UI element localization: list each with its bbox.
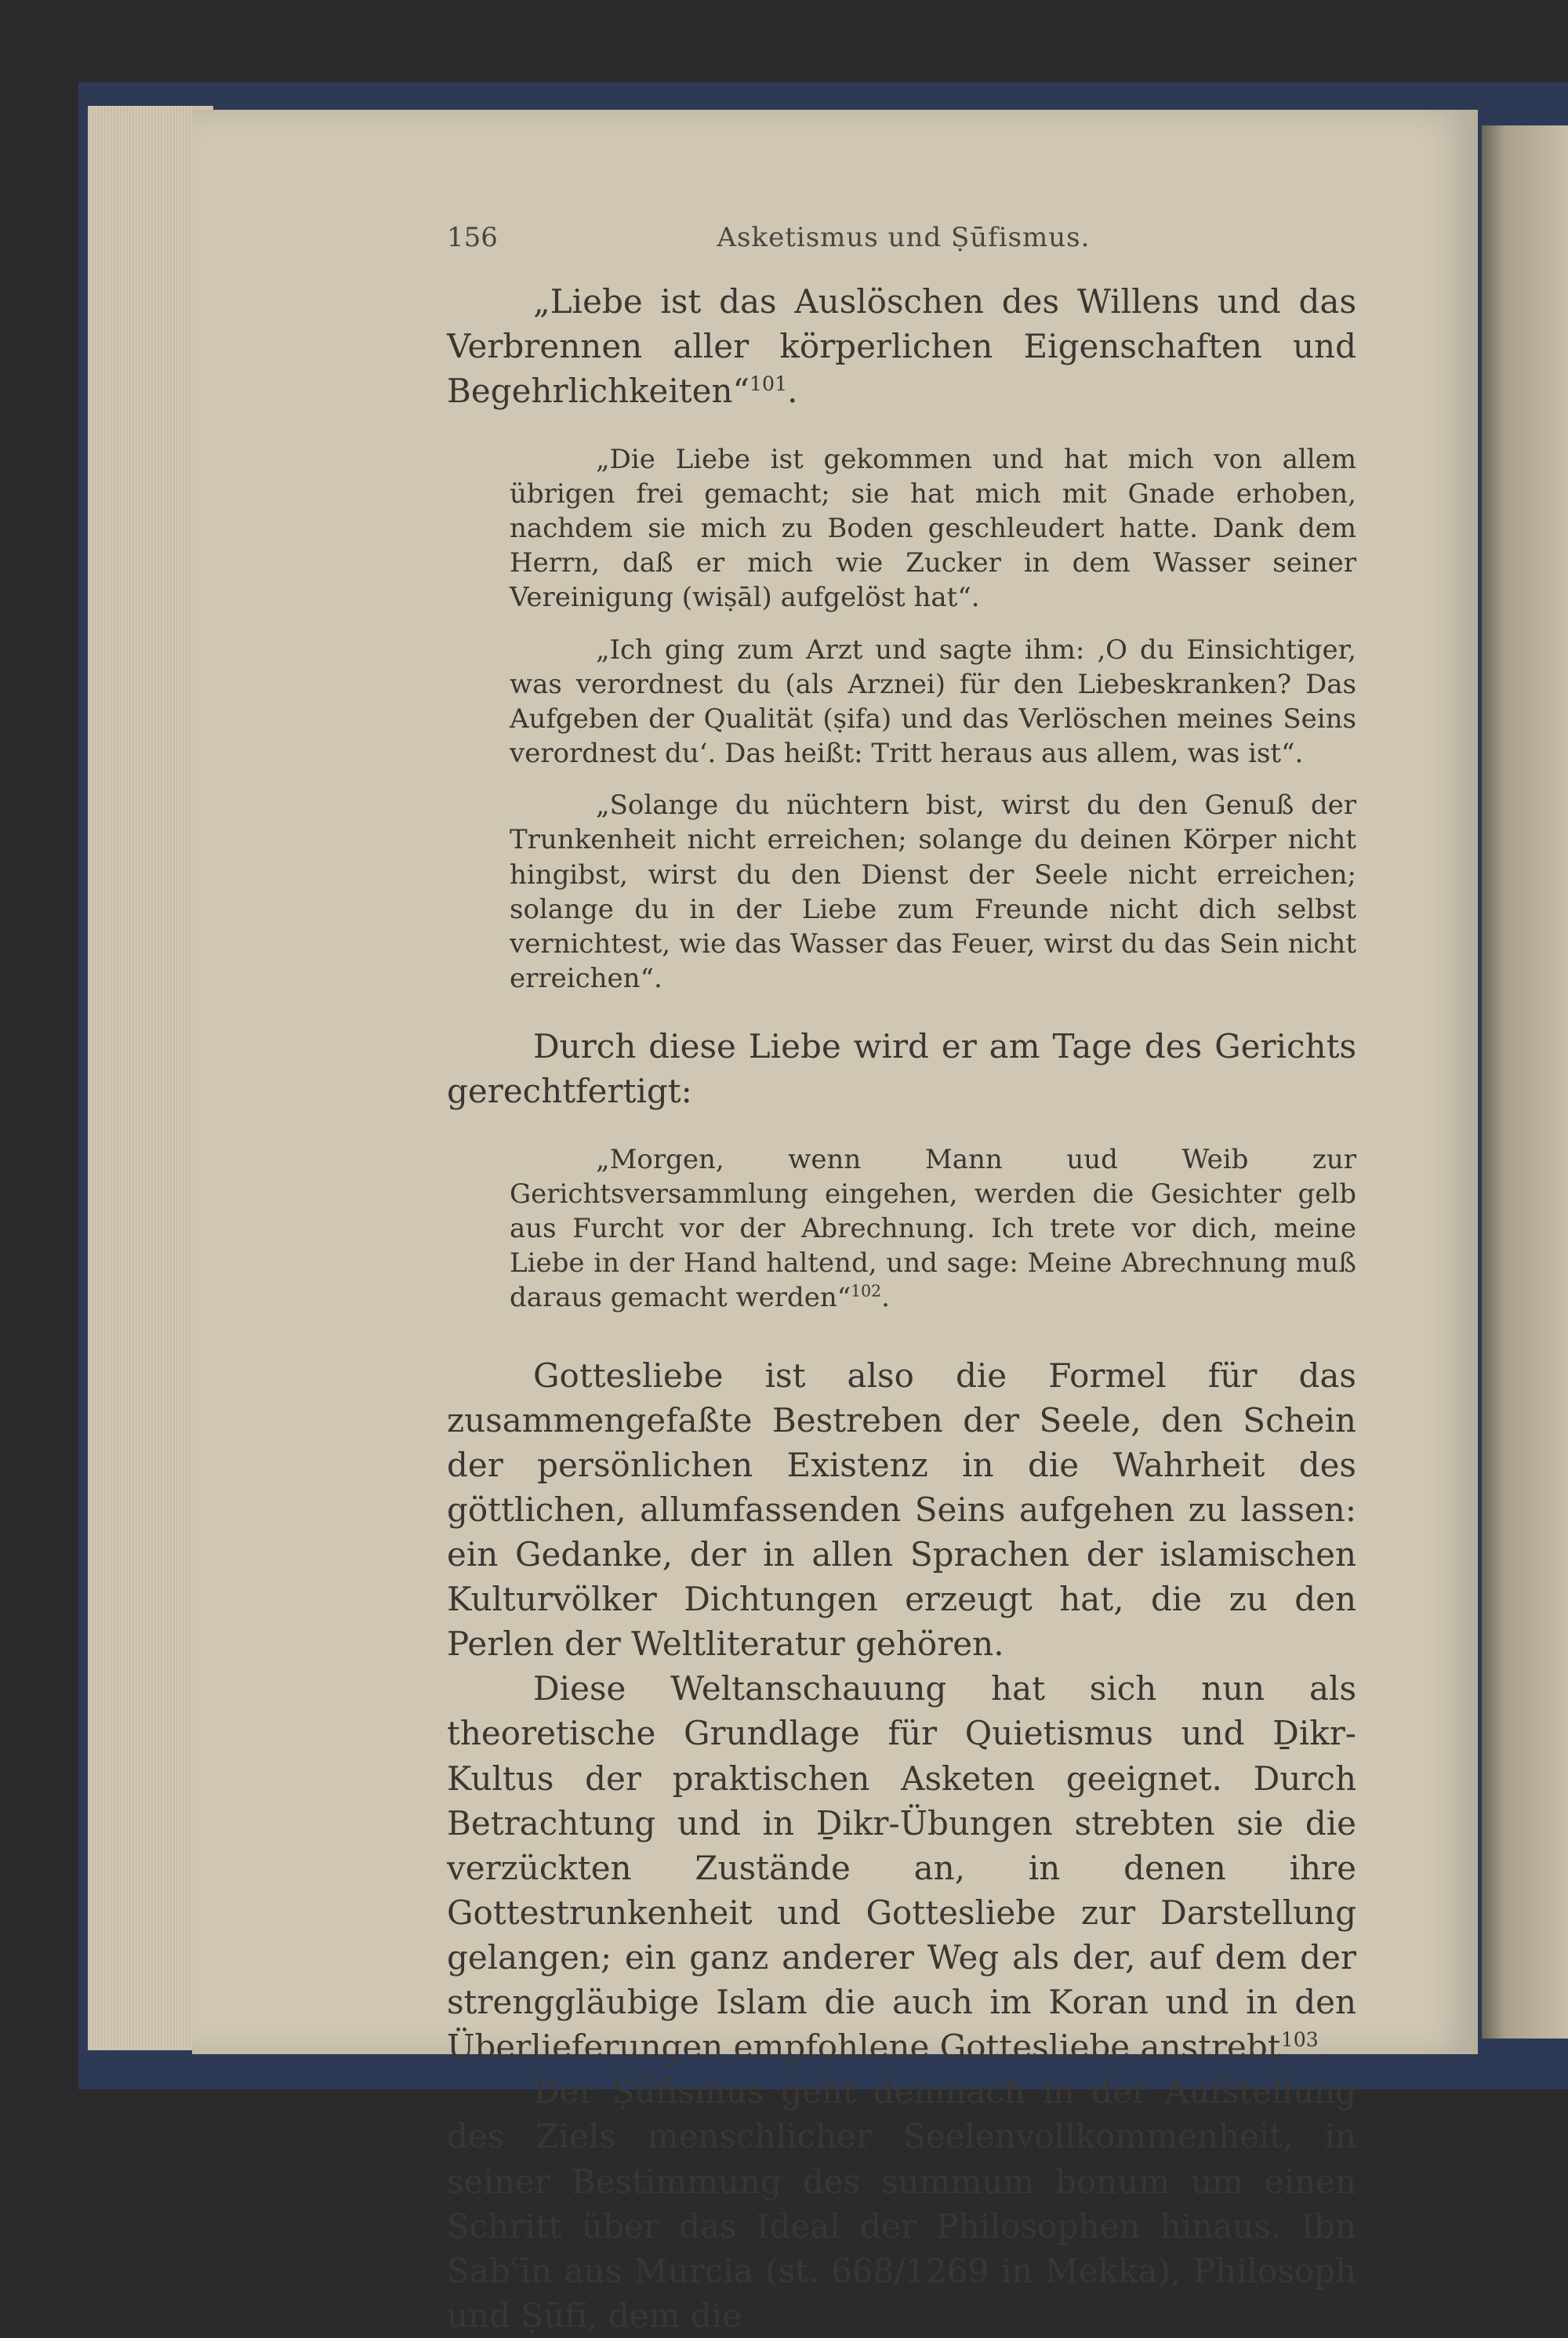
quote-2: „Ich ging zum Arzt und sagte ihm: ‚O du Einsichtiger, was verordnest du (als Arznei) für den Liebeskranken? Das Aufgeben der Qualität (ṣifa) und das Verlöschen meines Seins verordnest du‘. Das heißt: Tritt heraus aus allem, was ist“. bbox=[510, 634, 1356, 770]
quote-4: „Morgen, wenn Mann uud Weib zur Gerichtsversammlung eingehen, werden die Gesichter gelb aus Furcht vor der Abrechnung. Ich trete vor dich, meine Liebe in der Hand haltend, und sage: Meine Abrechnung muß daraus gemacht werden“$^{102}$. bbox=[510, 1143, 1356, 1314]
footnote-ref: 101 bbox=[750, 372, 788, 396]
page-header bbox=[447, 220, 1356, 256]
paragraph-2: Durch diese Liebe wird er am Tage des Gerichts gerechtfertigt: bbox=[447, 1027, 1356, 1111]
running-title: Asketismus und Ṣūfismus. bbox=[717, 222, 1091, 253]
page-text bbox=[447, 220, 1356, 2338]
quote-3: „Solange du nüchtern bist, wirst du den Genuß der Trunkenheit nicht erreichen; solange du deinen Körper nicht hingibst, wirst du den Dienst der Seele nicht erreichen; solange du in der Liebe zum Freunde nicht dich selbst vernichtest, wie das Wasser das Feuer, wirst du das Sein nicht erreichen“. bbox=[510, 790, 1356, 995]
paragraph-5: Der Ṣūfismus geht demnach in der Aufstellung des Ziels menschlicher Seelenvollkommenheit, in seiner Bestimmung des summum bonum um einen Schritt über das Ideal der Philosophen hinaus. Ibn Sabʿīn aus Murcia (st. 668/1269 in Mekka), Philosoph und Ṣūfī, dem die bbox=[447, 2072, 1356, 2335]
quote-1: „Die Liebe ist gekommen und hat mich von allem übrigen frei gemacht; sie hat mich mit Gnade erhoben, nachdem sie mich zu Boden geschleudert hatte. Dank dem Herrn, daß er mich wie Zucker in dem Wasser seiner Vereinigung (wiṣāl) aufgelöst hat“. bbox=[510, 443, 1356, 614]
facing-page bbox=[1482, 125, 1568, 2038]
paragraph-3: Gottesliebe ist also die Formel für das zusammengefaßte Bestreben der Seele, den Schein der persönlichen Existenz in die Wahrheit des göttlichen, allumfassenden Seins aufgehen zu lassen: ein Gedanke, der in allen Sprachen der islamischen Kulturvölker Dichtungen erzeugt hat, die zu den Perlen der Weltliteratur gehören. bbox=[447, 1356, 1356, 1664]
paragraph-1: „Liebe ist das Auslöschen des Willens und das Verbrennen aller körperlichen Eigenschaften und Begehrlichkeiten“$^{101}$. bbox=[447, 282, 1356, 411]
page-number: 156 bbox=[447, 222, 498, 253]
paragraph-4: Diese Weltanschauung hat sich nun als theoretische Grundlage für Quietismus und Ḏikr-Kultus der praktischen Asketen geeignet. Durch Betrachtung und in Ḏikr-Übungen strebten sie die verzückten Zustände an, in denen ihre Gottestrunkenheit und Gottesliebe zur Darstellung gelangen; ein ganz anderer Weg als der, auf dem der strenggläubige Islam die auch im Koran und in den Überlieferungen empfohlene Gottesliebe anstrebt$^{103}$. bbox=[447, 1669, 1356, 2067]
footnote-ref: 103 bbox=[1280, 2028, 1319, 2052]
footnote-ref: 102 bbox=[851, 1282, 882, 1302]
